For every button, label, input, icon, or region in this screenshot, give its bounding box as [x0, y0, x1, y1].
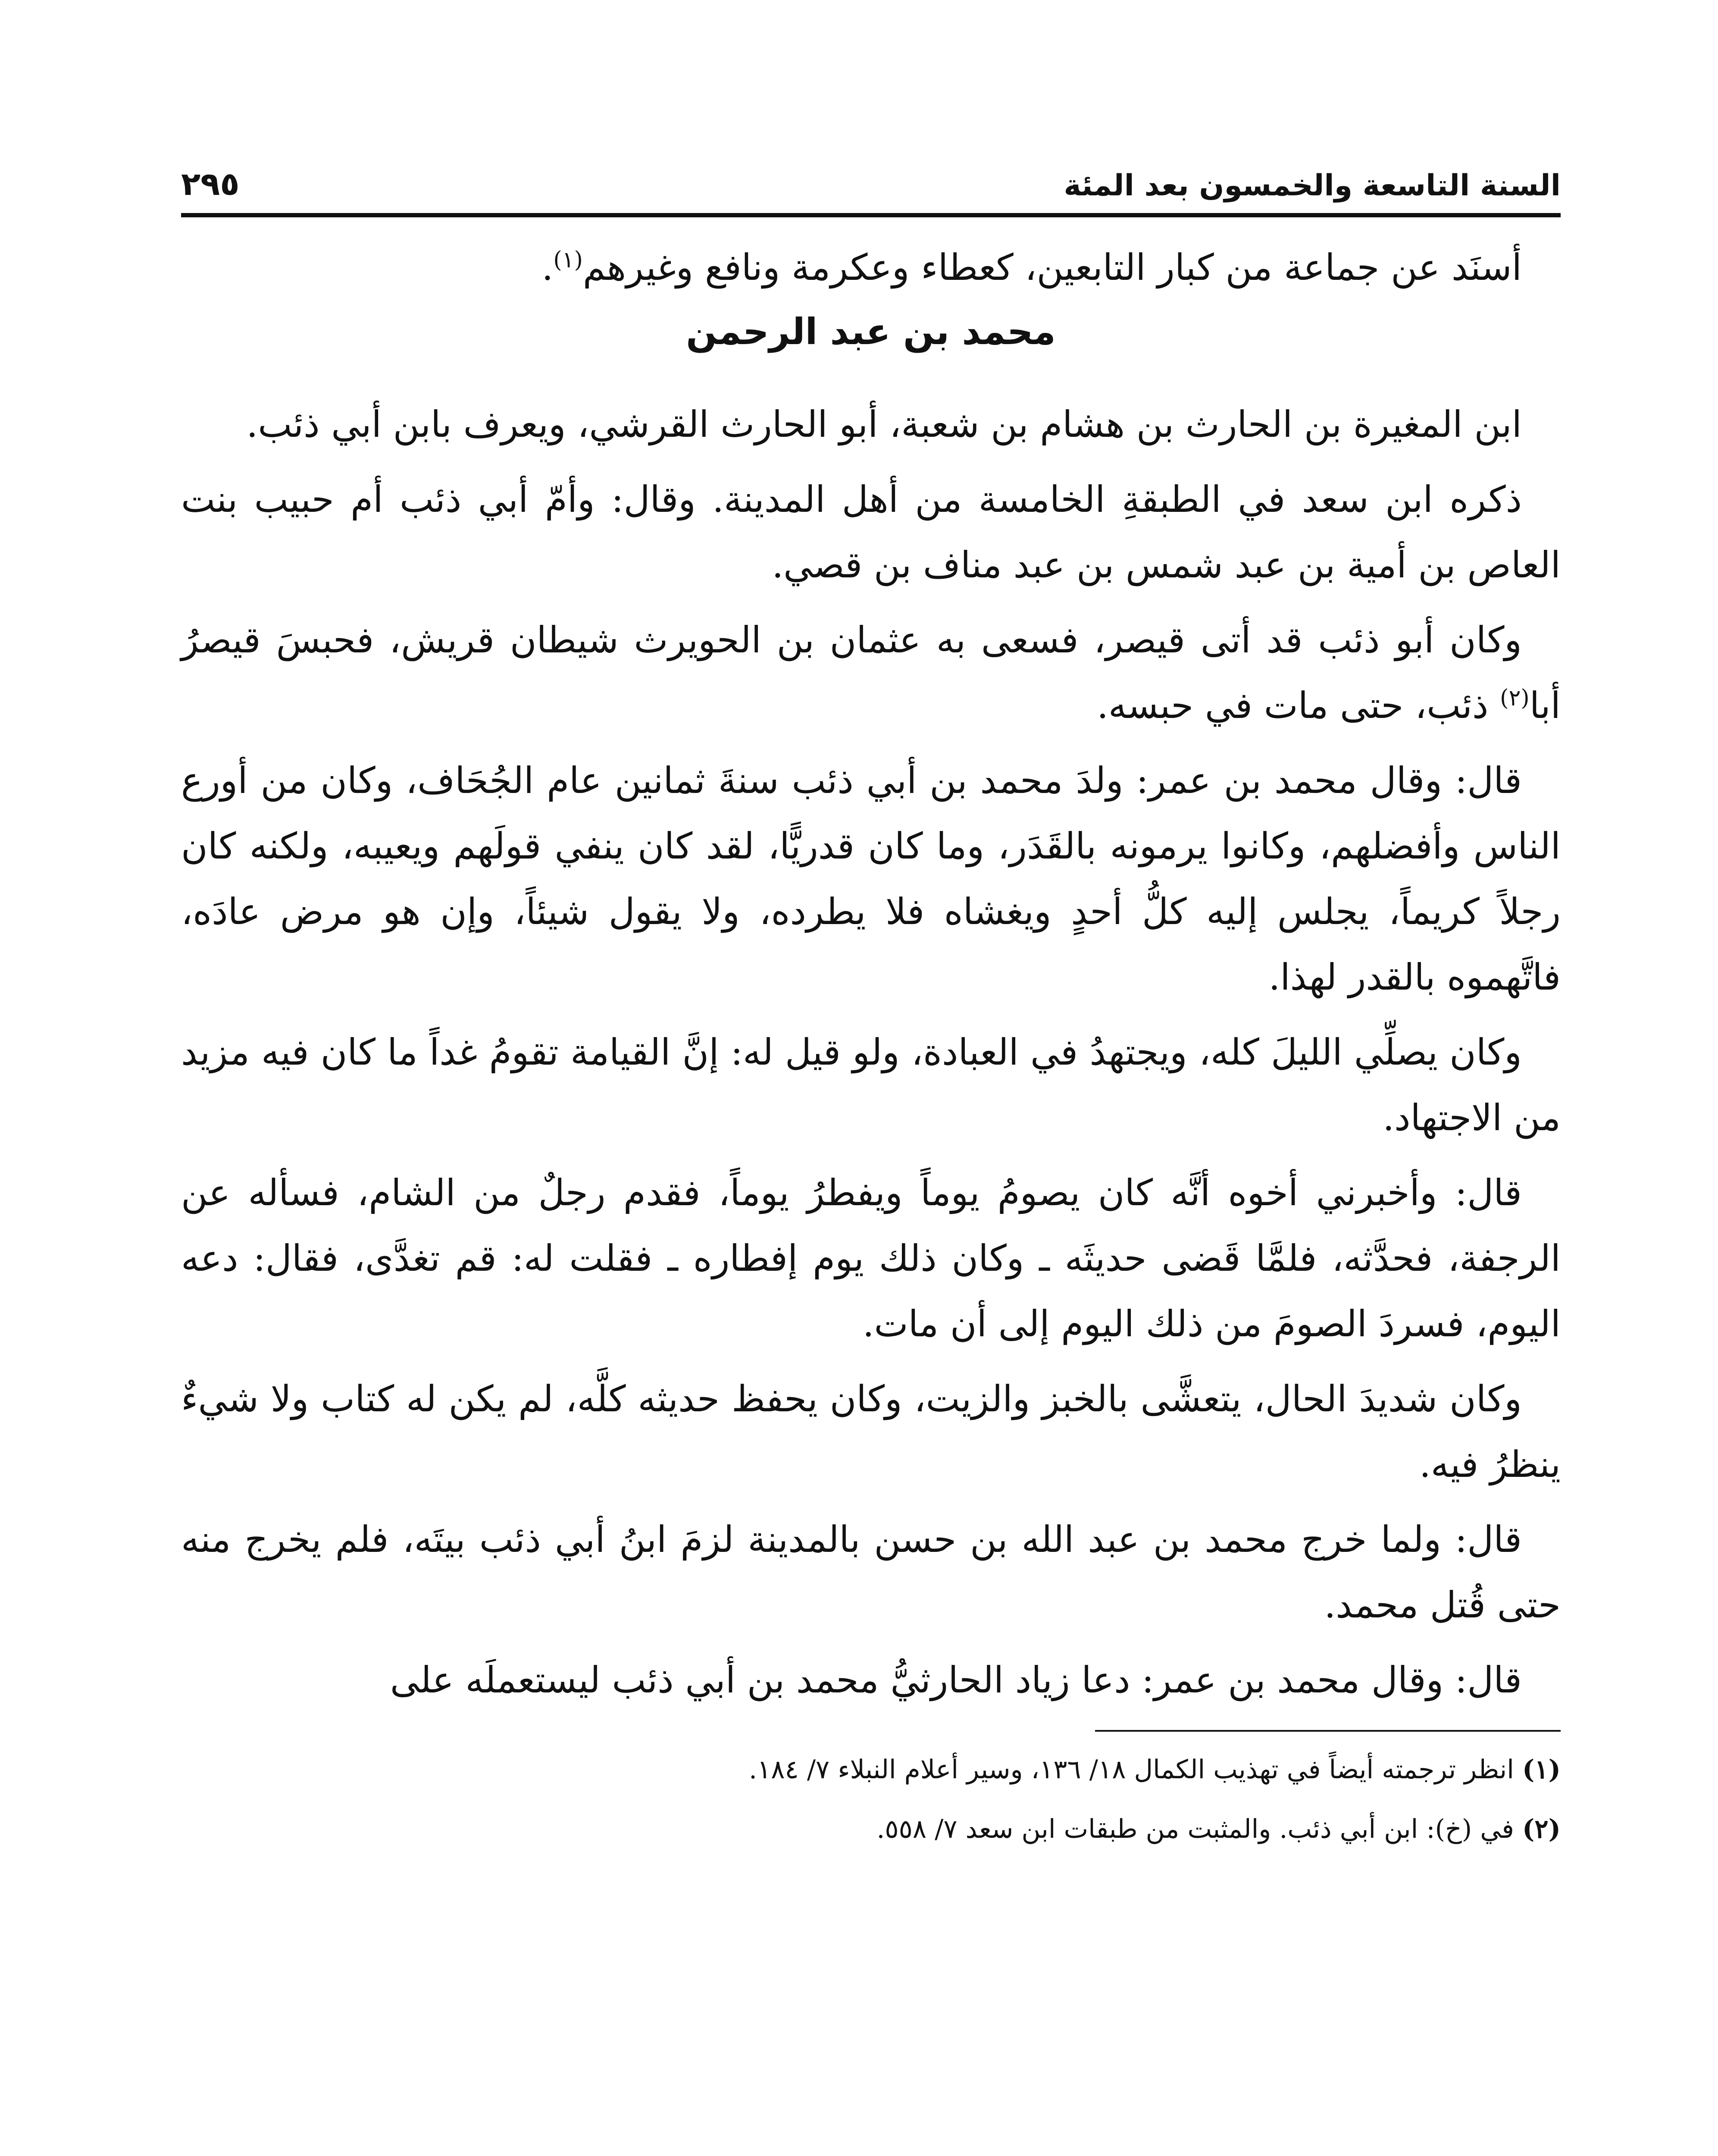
paragraph-6: قال: وأخبرني أخوه أنَّه كان يصومُ يوماً ويفطرُ يوماً، فقدم رجلٌ من الشام، فسأله عن الرجفة، فحدَّثه، فلمَّا قَضى حديثَه ـ وكان ذلك يوم إفطاره ـ فقلت له: قم تغدَّى، فقال: دعه اليوم، فسردَ الصومَ من ذلك اليوم إلى أن مات. — [181, 1172, 1561, 1345]
footnote-1-number: (١) — [1522, 1755, 1561, 1785]
paragraph-4: قال: وقال محمد بن عمر: ولدَ محمد بن أبي ذئب سنةَ ثمانين عام الجُحَاف، وكان من أورع الناس وأفضلهم، وكانوا يرمونه بالقَدَر، وما كان قدريًّا، لقد كان ينفي قولَهم ويعيبه، ولكنه كان رجلاً كريماً، يجلس إليه كلُّ أحدٍ ويغشاه فلا يطرده، ولا يقول شيئاً، وإن هو مرض عادَه، فاتَّهموه بالقدر لهذا. — [181, 759, 1561, 998]
footnote-1-text: انظر ترجمته أيضاً في تهذيب الكمال ١٨/ ١٣٦، وسير أعلام النبلاء ٧/ ١٨٤. — [748, 1755, 1514, 1785]
footnote-ref-2: (٢) — [1500, 685, 1530, 711]
body-text — [181, 235, 1561, 1713]
paragraph-3-before: وكان أبو ذئب قد أتى قيصر، فسعى به عثمان بن الحويرث شيطان قريش، فحبسَ قيصرُ أبا — [181, 619, 1561, 727]
footnote-2-text: في (خ): ابن أبي ذئب. والمثبت من طبقات ابن سعد ٧/ ٥٥٨. — [876, 1814, 1514, 1844]
paragraph-5: وكان يصلِّي الليلَ كله، ويجتهدُ في العبادة، ولو قيل له: إنَّ القيامة تقومُ غداً ما كان فيه مزيد من الاجتهاد. — [181, 1031, 1561, 1139]
header-rule — [181, 213, 1561, 217]
footnote-rule — [1095, 1730, 1561, 1732]
paragraph-1: ابن المغيرة بن الحارث بن هشام بن شعبة، أبو الحارث القرشي، ويعرف بابن أبي ذئب. — [246, 403, 1522, 445]
paragraph-7: وكان شديدَ الحال، يتعشَّى بالخبز والزيت، وكان يحفظ حديثه كلَّه، لم يكن له كتاب ولا شيءٌ ينظرُ فيه. — [181, 1378, 1561, 1485]
footnote-1 — [181, 1747, 1561, 1792]
paragraph-8: قال: ولما خرج محمد بن عبد الله بن حسن بالمدينة لزمَ ابنُ أبي ذئب بيتَه، فلم يخرج منه حتى قُتل محمد. — [181, 1518, 1561, 1626]
footnotes — [181, 1747, 1561, 1852]
paragraph-3 — [181, 607, 1561, 738]
book-page — [181, 129, 1561, 2156]
footnote-ref-1: (١) — [553, 247, 583, 273]
section-heading: محمد بن عبد الرحمن — [686, 310, 1056, 353]
paragraph-3-after: ذئب، حتى مات في حبسه. — [1097, 684, 1500, 727]
running-title: السنة التاسعة والخمسون بعد المئة — [1064, 169, 1561, 203]
intro-paragraph — [181, 235, 1561, 300]
running-head — [181, 129, 1561, 203]
footnote-2-number: (٢) — [1522, 1814, 1561, 1844]
footnote-2 — [181, 1807, 1561, 1852]
paragraph-9: قال: وقال محمد بن عمر: دعا زياد الحارثيُّ محمد بن أبي ذئب ليستعملَه على — [390, 1659, 1522, 1701]
intro-end: . — [541, 246, 554, 288]
intro-text: أسنَد عن جماعة من كبار التابعين، كعطاء وعكرمة ونافع وغيرهم — [582, 246, 1522, 288]
page-number: ٢٩٥ — [181, 166, 240, 203]
paragraph-2: ذكره ابن سعد في الطبقةِ الخامسة من أهل المدينة. وقال: وأمّ أبي ذئب أم حبيب بنت العاص بن أمية بن عبد شمس بن عبد مناف بن قصي. — [181, 478, 1561, 586]
